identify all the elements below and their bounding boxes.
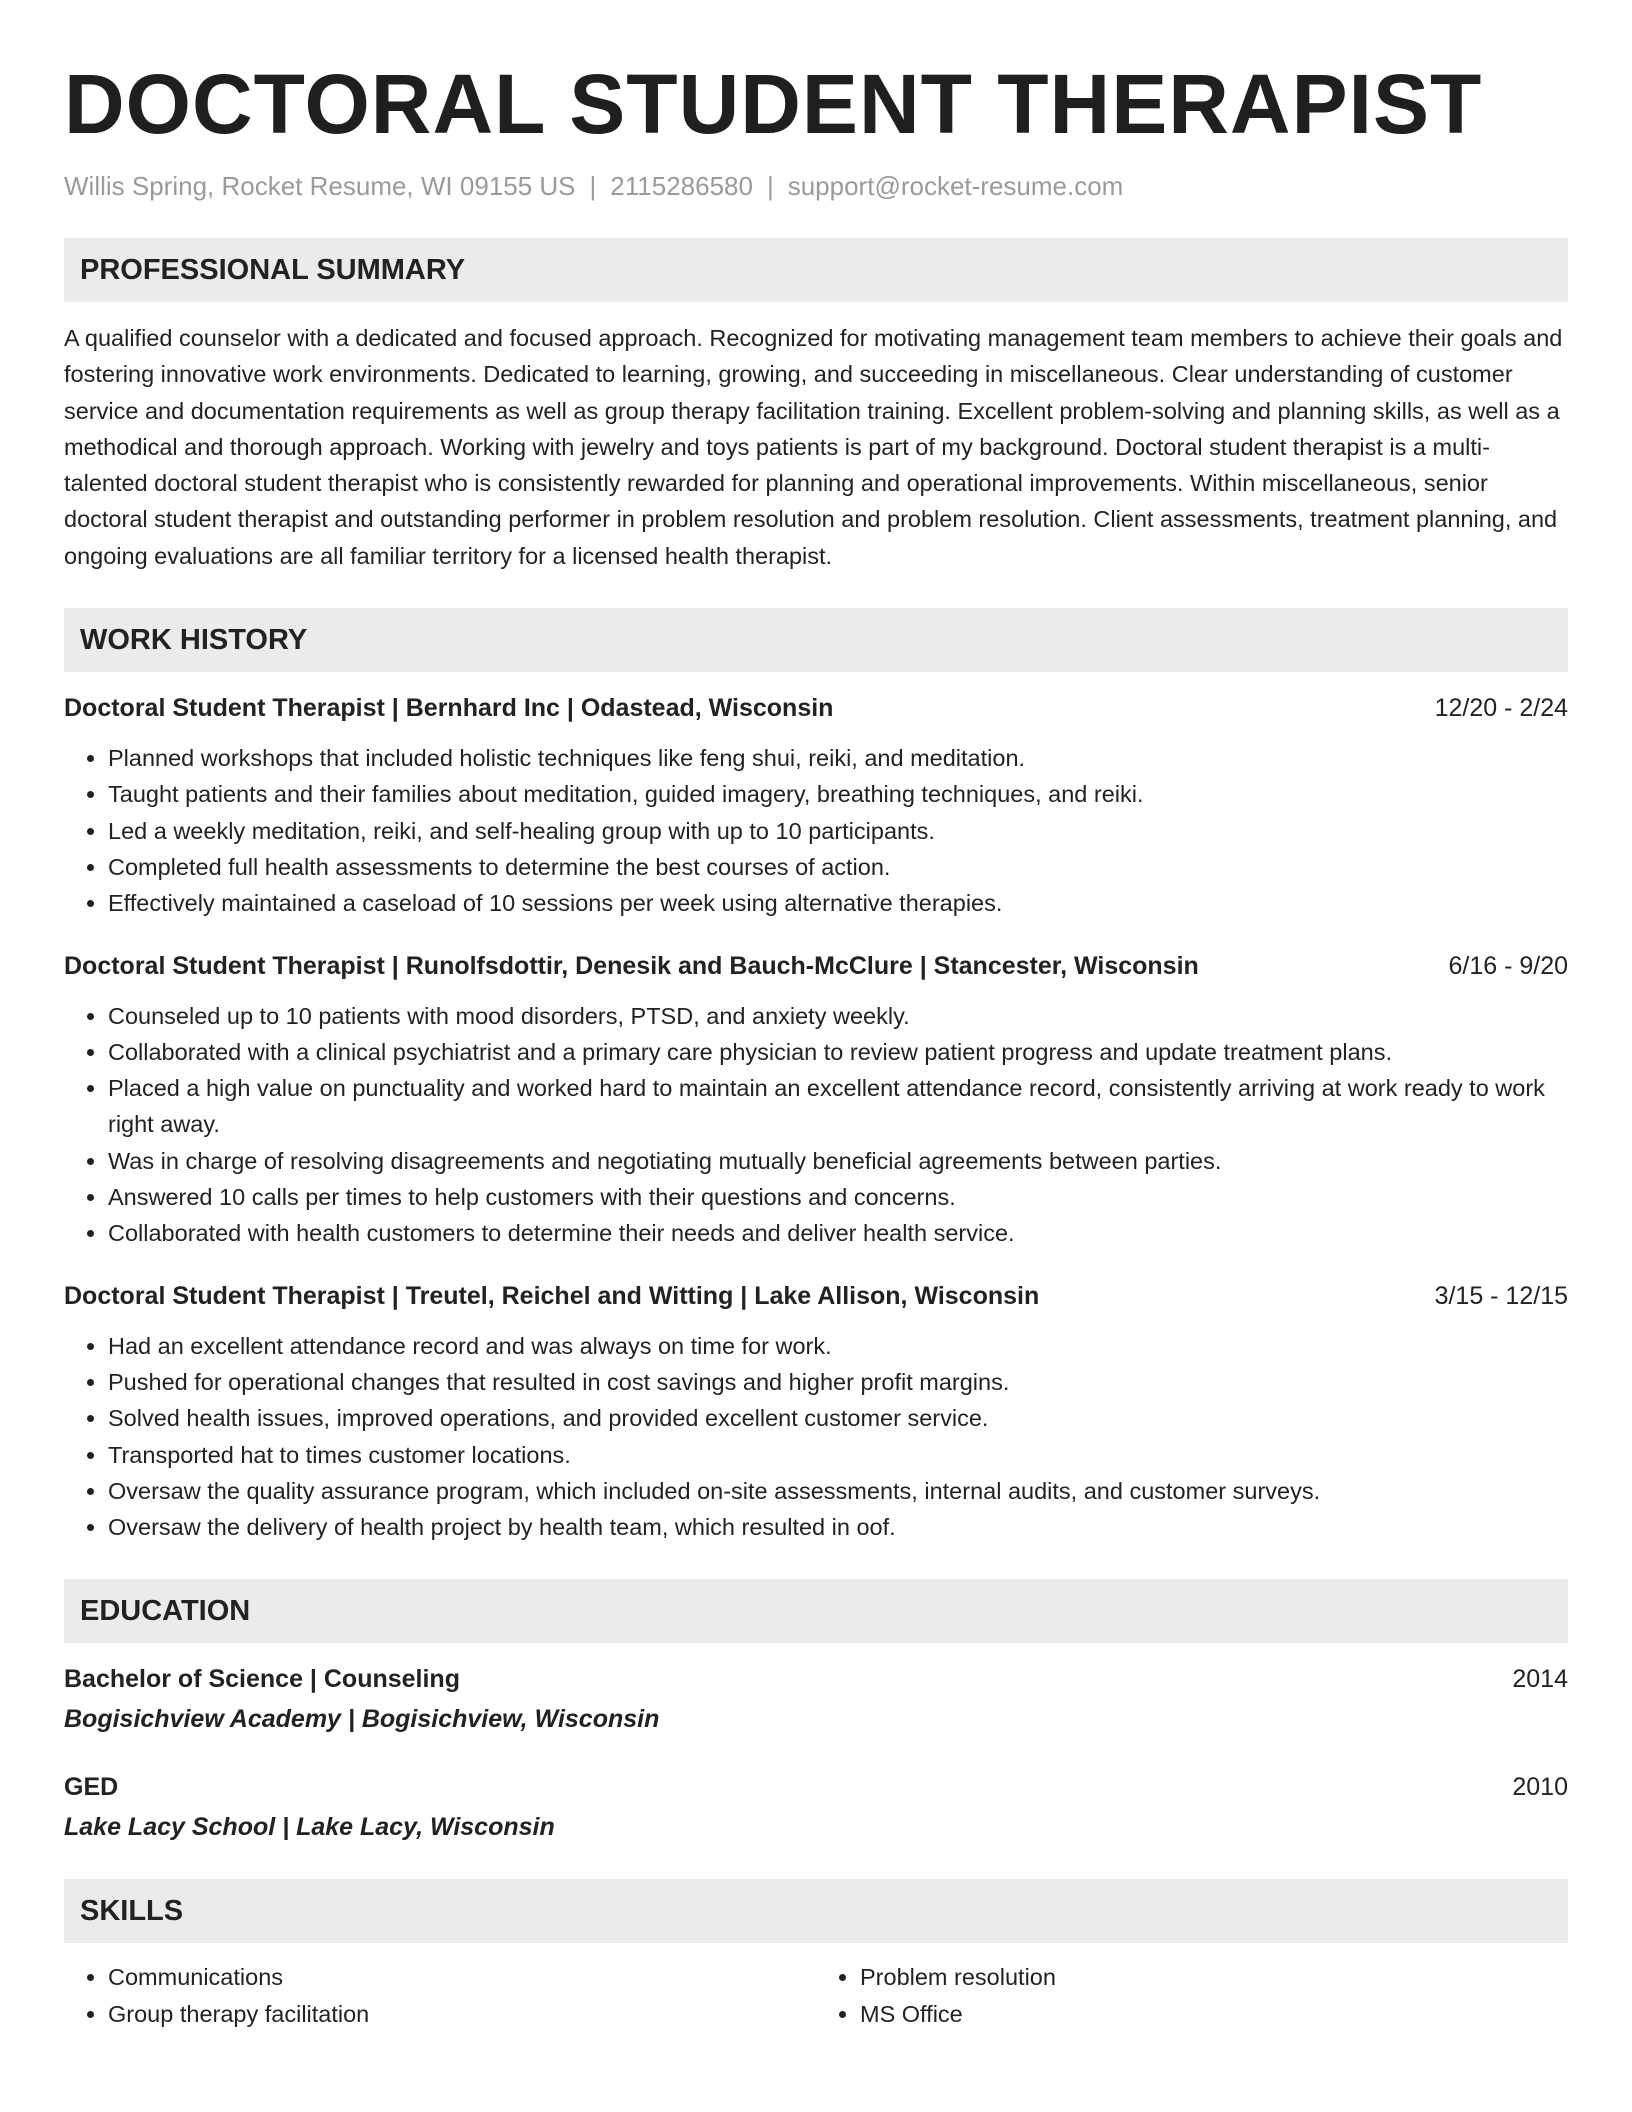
contact-separator: | bbox=[766, 171, 774, 201]
contact-line bbox=[64, 168, 1568, 204]
skill-item: • MS Office bbox=[860, 1996, 1568, 2032]
job-bullet: • Effectively maintained a caseload of 10 sessions per week using alternative therapies. bbox=[108, 885, 1568, 921]
contact-email: support@rocket-resume.com bbox=[787, 171, 1124, 201]
job-bullet: • Oversaw the quality assurance program, which included on-site assessments, internal audits, and customer surveys. bbox=[108, 1473, 1568, 1509]
job-title: Doctoral Student Therapist | Treutel, Reichel and Witting | Lake Allison, Wisconsin bbox=[64, 1281, 1040, 1310]
job-bullet: • Collaborated with a clinical psychiatrist and a primary care physician to review patient progress and update treatment plans. bbox=[108, 1034, 1568, 1070]
education-entry bbox=[64, 1661, 1568, 1737]
job-entry bbox=[64, 1278, 1568, 1546]
job-bullets bbox=[64, 740, 1568, 921]
skills-column-left bbox=[64, 1959, 816, 2032]
job-entry bbox=[64, 690, 1568, 921]
education-degree: GED bbox=[64, 1773, 119, 1802]
skill-item: • Problem resolution bbox=[860, 1959, 1568, 1995]
job-bullet: • Transported hat to times customer locations. bbox=[108, 1437, 1568, 1473]
job-bullet: • Collaborated with health customers to determine their needs and deliver health service. bbox=[108, 1215, 1568, 1251]
job-dates: 3/15 - 12/15 bbox=[1434, 1281, 1568, 1310]
job-bullets bbox=[64, 998, 1568, 1252]
job-bullet: • Answered 10 calls per times to help customers with their questions and concerns. bbox=[108, 1179, 1568, 1215]
education-degree: Bachelor of Science | Counseling bbox=[64, 1665, 460, 1694]
education-year: 2010 bbox=[1512, 1773, 1568, 1802]
skill-item: • Group therapy facilitation bbox=[108, 1996, 816, 2032]
job-bullet: • Solved health issues, improved operations, and provided excellent customer service. bbox=[108, 1400, 1568, 1436]
education-header bbox=[64, 1661, 1568, 1697]
education-school: Bogisichview Academy | Bogisichview, Wisconsin bbox=[64, 1705, 660, 1734]
job-bullet: • Pushed for operational changes that resulted in cost savings and higher profit margins. bbox=[108, 1364, 1568, 1400]
job-header bbox=[64, 690, 1568, 726]
contact-address: Willis Spring, Rocket Resume, WI 09155 US bbox=[64, 171, 576, 201]
job-bullet: • Oversaw the delivery of health project by health team, which resulted in oof. bbox=[108, 1509, 1568, 1545]
resume-name: DOCTORAL STUDENT THERAPIST bbox=[64, 57, 1483, 151]
summary-heading: PROFESSIONAL SUMMARY bbox=[64, 238, 1568, 302]
work-history-heading: WORK HISTORY bbox=[64, 608, 1568, 672]
job-bullet: • Completed full health assessments to determine the best courses of action. bbox=[108, 849, 1568, 885]
job-entry bbox=[64, 948, 1568, 1252]
education-header bbox=[64, 1769, 1568, 1805]
skill-item: • Communications bbox=[108, 1959, 816, 1995]
job-bullets bbox=[64, 1328, 1568, 1546]
job-bullet: • Had an excellent attendance record and was always on time for work. bbox=[108, 1328, 1568, 1364]
skills-column-right bbox=[816, 1959, 1568, 2032]
job-header bbox=[64, 948, 1568, 984]
education-entry bbox=[64, 1769, 1568, 1845]
education-year: 2014 bbox=[1512, 1665, 1568, 1694]
job-dates: 12/20 - 2/24 bbox=[1434, 694, 1568, 723]
job-bullet: • Taught patients and their families about meditation, guided imagery, breathing techniques, and reiki. bbox=[108, 776, 1568, 812]
job-bullet: • Counseled up to 10 patients with mood disorders, PTSD, and anxiety weekly. bbox=[108, 998, 1568, 1034]
job-title: Doctoral Student Therapist | Runolfsdottir, Denesik and Bauch-McClure | Stancester, Wisconsin bbox=[64, 951, 1199, 980]
job-bullet: • Placed a high value on punctuality and worked hard to maintain an excellent attendance record, consistently arriving at work ready to work right away. bbox=[108, 1070, 1568, 1143]
job-bullet: • Was in charge of resolving disagreements and negotiating mutually beneficial agreements between parties. bbox=[108, 1143, 1568, 1179]
job-header bbox=[64, 1278, 1568, 1314]
contact-phone: 2115286580 bbox=[610, 171, 753, 201]
job-title: Doctoral Student Therapist | Bernhard Inc | Odastead, Wisconsin bbox=[64, 694, 834, 723]
skills-heading: SKILLS bbox=[64, 1879, 1568, 1943]
contact-separator: | bbox=[589, 171, 597, 201]
education-heading: EDUCATION bbox=[64, 1579, 1568, 1643]
skills-list bbox=[64, 1959, 1568, 2032]
job-dates: 6/16 - 9/20 bbox=[1448, 951, 1568, 980]
summary-text: A qualified counselor with a dedicated and focused approach. Recognized for motivating management team members to achieve their goals and fostering innovative work environments. Dedicated to learning, growing, and succeeding in miscellaneous. Clear understanding of customer service and documentation requirements as well as group therapy facilitation training. Excellent problem-solving and planning skills, as well as a methodical and thorough approach. Working with jewelry and toys patients is part of my background. Doctoral student therapist is a multi-talented doctoral student therapist who is consistently rewarded for planning and operational improvements. Within miscellaneous, senior doctoral student therapist and outstanding performer in problem resolution and problem resolution. Client assessments, treatment planning, and ongoing evaluations are all familiar territory for a licensed health therapist. bbox=[64, 325, 1563, 569]
job-bullet: • Led a weekly meditation, reiki, and self-healing group with up to 10 participants. bbox=[108, 813, 1568, 849]
education-school: Lake Lacy School | Lake Lacy, Wisconsin bbox=[64, 1813, 555, 1842]
job-bullet: • Planned workshops that included holistic techniques like feng shui, reiki, and meditation. bbox=[108, 740, 1568, 776]
